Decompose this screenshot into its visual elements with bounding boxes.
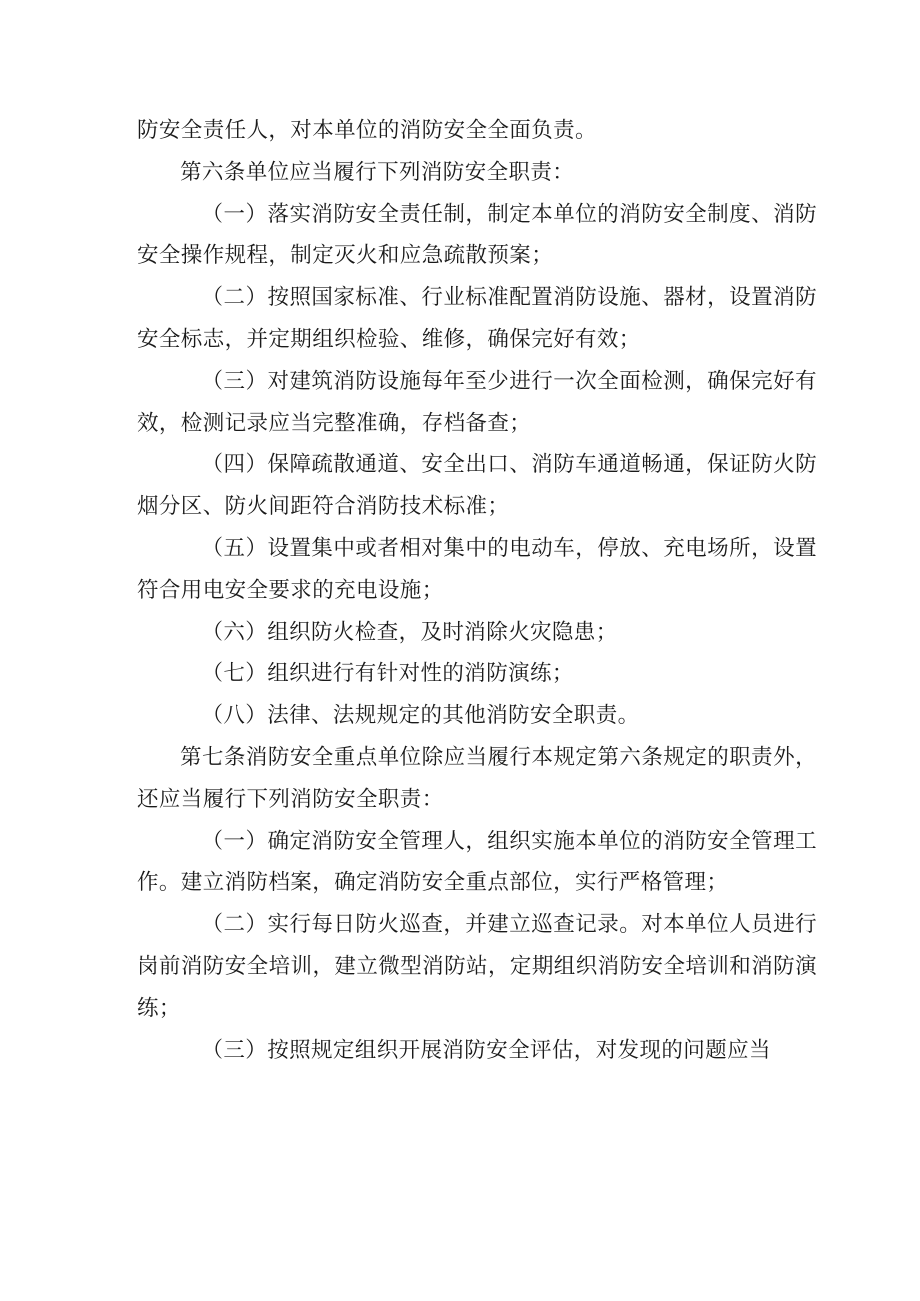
- article-7-item-2: （二）实行每日防火巡查，并建立巡查记录。对本单位人员进行岗前消防安全培训，建立微型消防站，定期组织消防安全培训和消防演练；: [137, 912, 817, 1021]
- article-6-heading: 第六条单位应当履行下列消防安全职责：: [180, 159, 575, 185]
- paragraph-continuation: 防安全责任人，对本单位的消防安全全面负责。: [137, 118, 597, 143]
- article-6-item-2: （二）按照国家标准、行业标准配置消防设施、器材，设置消防安全标志，并定期组织检验、维修，确保完好有效；: [137, 285, 817, 352]
- article-6-item-5: （五）设置集中或者相对集中的电动车，停放、充电场所，设置符合用电安全要求的充电设施；: [137, 535, 817, 603]
- article-6-item-4: （四）保障疏散通道、安全出口、消防车通道畅通，保证防火防烟分区、防火间距符合消防技术标准；: [137, 452, 817, 520]
- article-7-heading: 第七条消防安全重点单位除应当履行本规定第六条规定的职责外，还应当履行下列消防安全职责：: [137, 744, 817, 812]
- article-6-item-1: （一）落实消防安全责任制，制定本单位的消防安全制度、消防安全操作规程，制定灭火和应急疏散预案；: [137, 201, 817, 269]
- document-body: [137, 110, 817, 1071]
- article-6-item-8: （八）法律、法规规定的其他消防安全职责。: [201, 703, 640, 729]
- article-7-item-3: （三）按照规定组织开展消防安全评估，对发现的问题应当: [201, 1037, 771, 1063]
- article-7-item-1: （一）确定消防安全管理人，组织实施本单位的消防安全管理工作。建立消防档案，确定消防安全重点部位，实行严格管理；: [137, 828, 817, 896]
- article-6-item-6: （六）组织防火检查，及时消除火灾隐患；: [201, 619, 618, 645]
- article-6-item-7: （七）组织进行有针对性的消防演练；: [201, 661, 574, 687]
- article-6-item-3: （三）对建筑消防设施每年至少进行一次全面检测，确保完好有效，检测记录应当完整准确，存档备查；: [137, 368, 817, 436]
